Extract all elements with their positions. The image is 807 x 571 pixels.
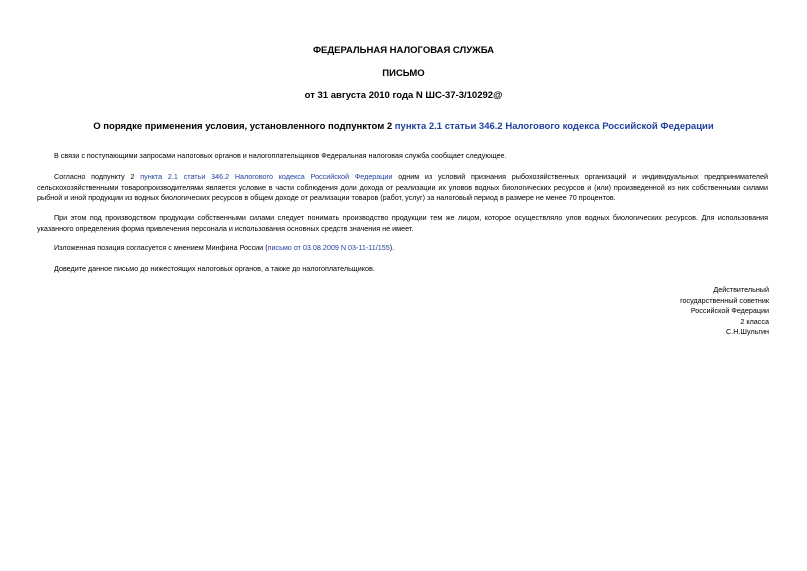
paragraph-condition-code-link[interactable]: пункта 2.1 статьи 346.2 Налогового кодекса Российской Федерации [140,172,393,181]
signature-name: С.Н.Шульгин [726,327,769,337]
document-subject [0,121,807,133]
paragraph-condition-prefix: Согласно подпункту 2 [54,172,141,181]
paragraph-distribution: Доведите данное письмо до нижестоящих налоговых органов, а также до налогоплательщиков. [54,264,375,273]
signature-line: Российской Федерации [690,306,769,316]
agency-title: ФЕДЕРАЛЬНАЯ НАЛОГОВАЯ СЛУЖБА [312,45,495,56]
subject-prefix: О порядке применения условия, установленного подпунктом 2 [93,121,395,132]
document-type: ПИСЬМО [382,68,425,79]
signature-line: 2 класса [740,316,769,326]
paragraph-condition-suffix: одним из условий признания рыбохозяйственных организаций и индивидуальных предпринимателей сельскохозяйственными товаропроизводителями является условие в части соблюдения доли дохода от реализации их уловов водных биологических ресурсов и (или) произведенной из них собственными силами рыбной и иной продукции из водных биологических ресурсов в общем доходе от реализации товаров (работ, услуг) за налоговый период в размере не менее 70 процентов. [37,172,769,203]
document-date-number: от 31 августа 2010 года N ШС-37-3/10292@ [304,90,503,101]
subject-code-link[interactable]: пункта 2.1 статьи 346.2 Налогового кодекса Российской Федерации [394,121,714,132]
signature-line: Действительный [713,285,769,294]
paragraph-condition [37,172,768,204]
signature-line: государственный советник [680,295,769,305]
paragraph-minfin-position [37,243,768,254]
paragraph-minfin-suffix: ). [389,243,395,252]
paragraph-intro: В связи с поступающими запросами налоговых органов и налогоплательщиков Федеральная налоговая служба сообщает следующее. [54,151,507,160]
paragraph-minfin-prefix: Изложенная позиция согласуется с мнением Минфина России ( [54,243,268,252]
signature-block [680,285,769,338]
minfin-letter-link[interactable]: письмо от 03.08.2009 N 03-11-11/155 [267,243,390,252]
paragraph-definition: При этом под производством продукции собственными силами следует понимать производство продукции тем же лицом, которое осуществляло улов водных биологических ресурсов. Для использования указанного определения форма привлечения персонала и использования основных средств значения не имеет. [37,213,768,233]
